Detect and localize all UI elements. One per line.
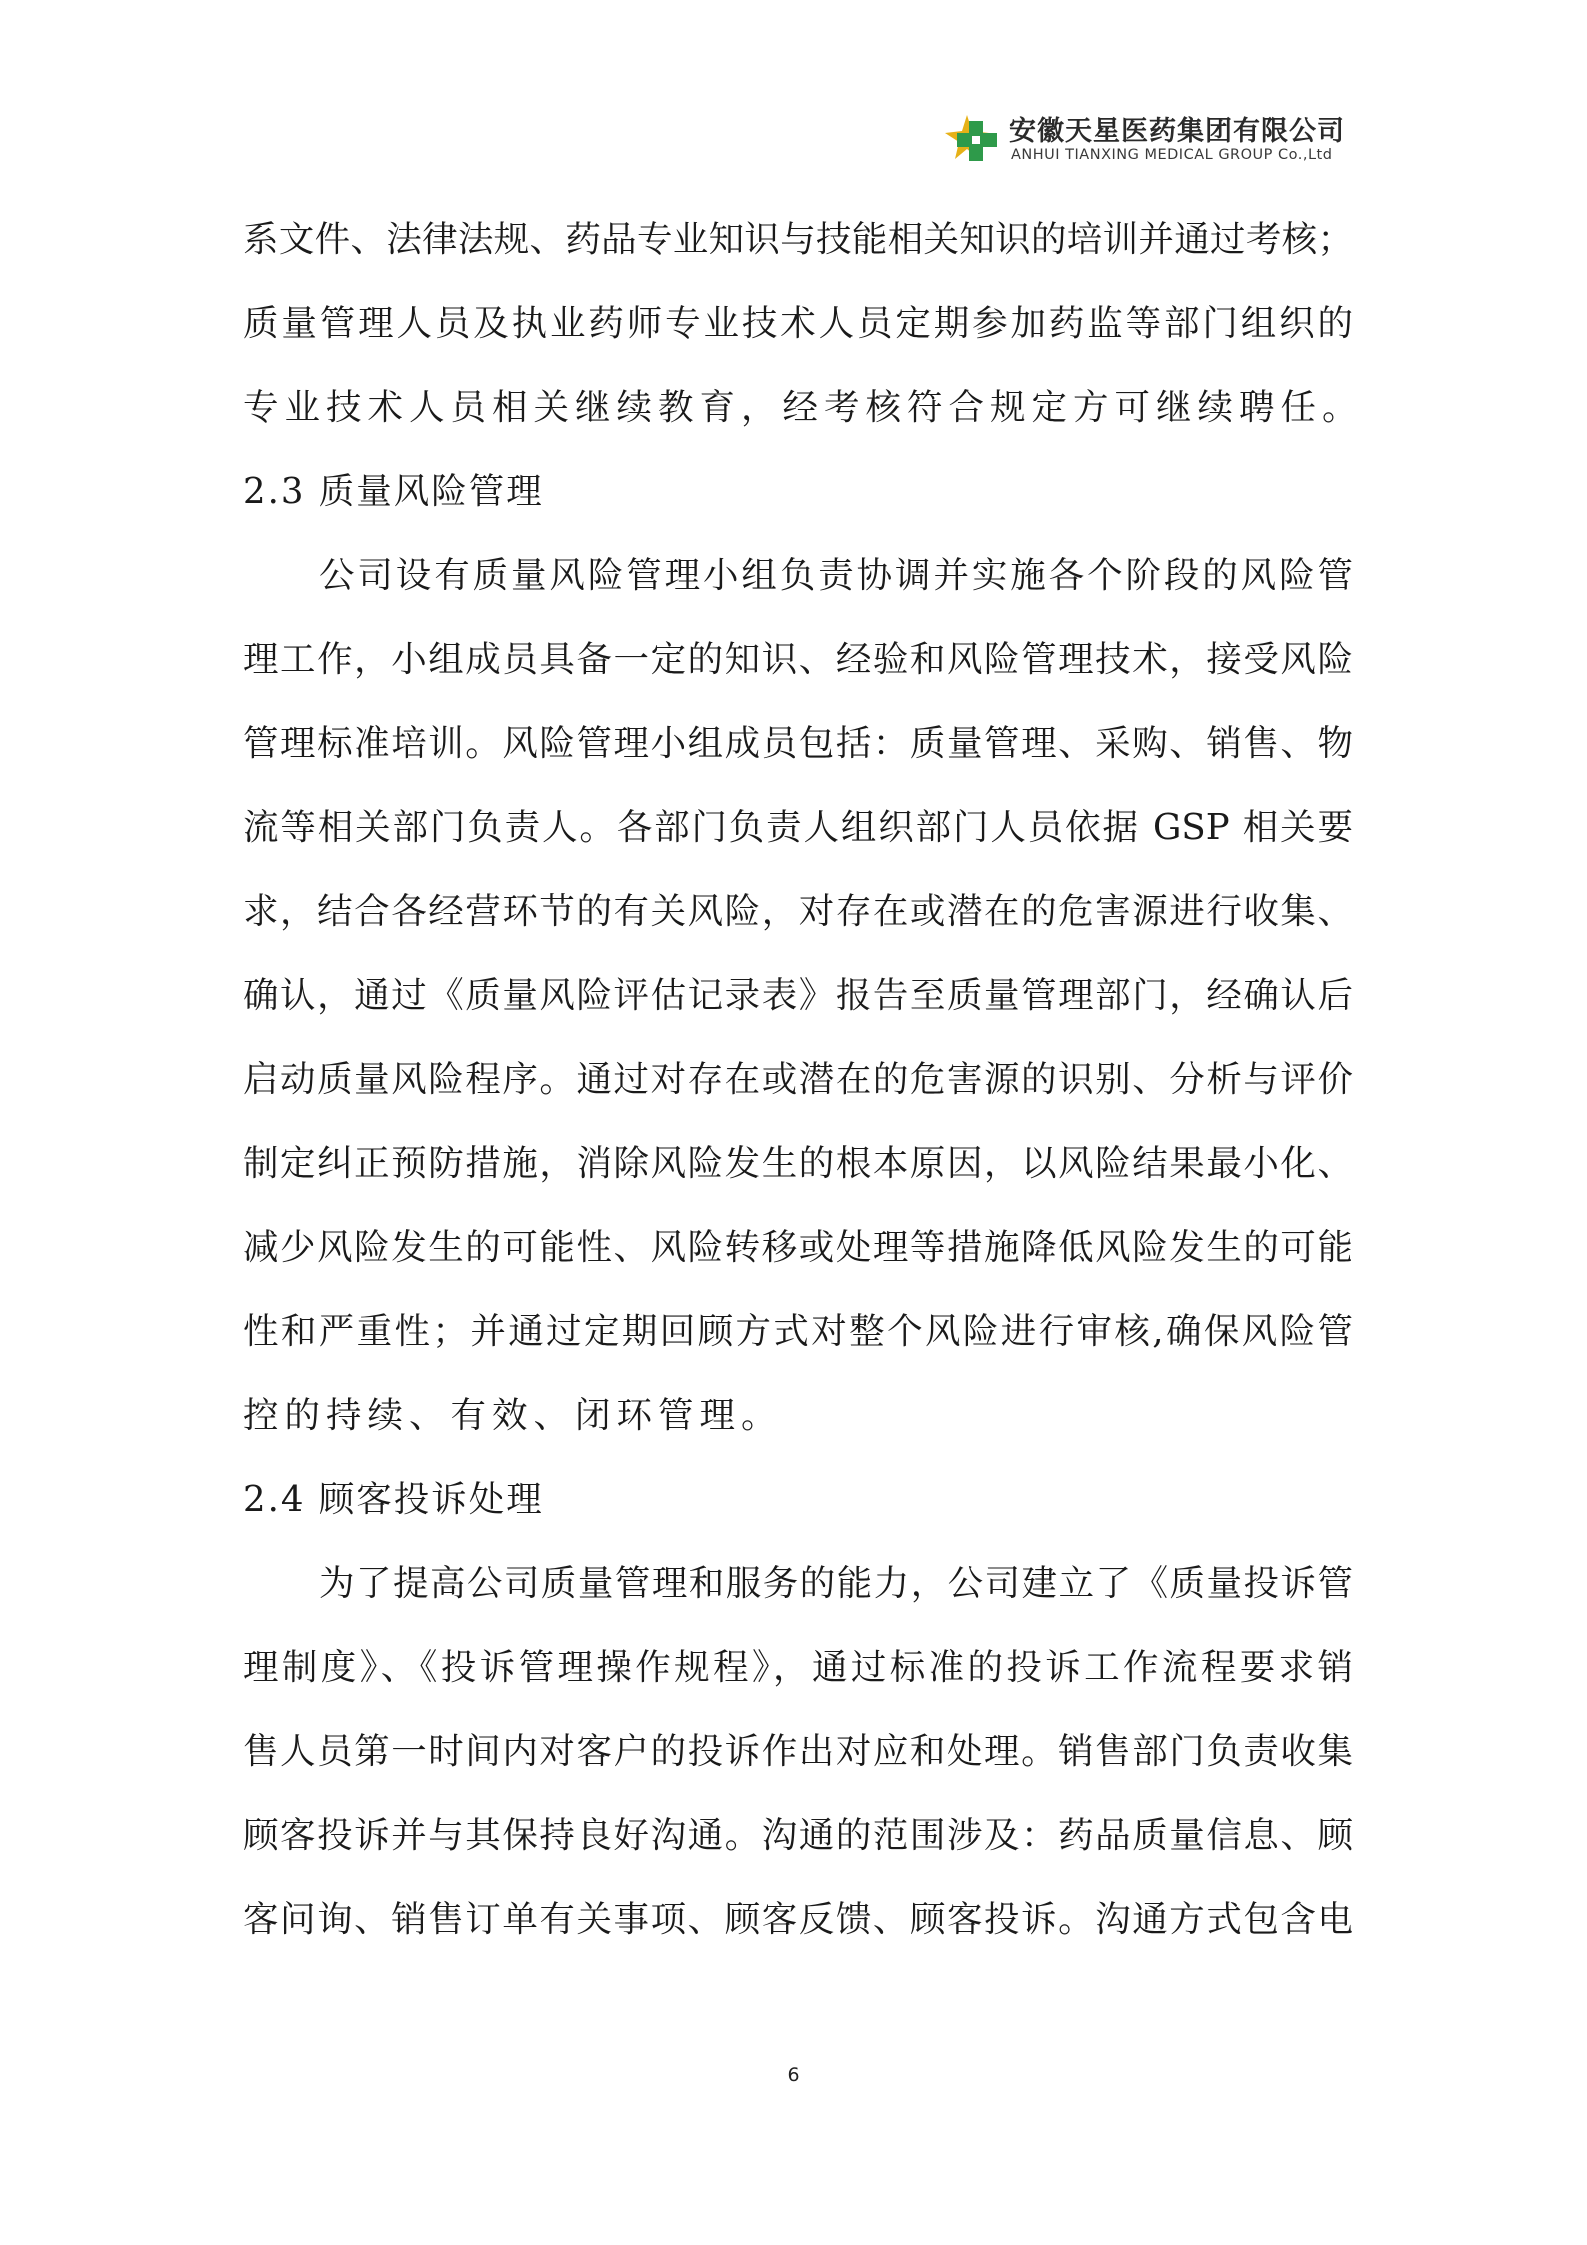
paragraph-line: 质量管理人员及执业药师专业技术人员定期参加药监等部门组织的 bbox=[243, 303, 1353, 344]
paragraph-line: 流等相关部门负责人。各部门负责人组织部门人员依据 GSP 相关要 bbox=[243, 807, 1353, 848]
company-logo bbox=[945, 105, 1365, 175]
cross-star-logo-icon bbox=[945, 111, 1003, 169]
paragraph-line: 管理标准培训。风险管理小组成员包括：质量管理、采购、销售、物 bbox=[243, 723, 1353, 764]
company-name-en: ANHUI TIANXING MEDICAL GROUP Co.,Ltd bbox=[1011, 147, 1333, 163]
document-body bbox=[243, 205, 1364, 1969]
paragraph-line: 顾客投诉并与其保持良好沟通。沟通的范围涉及：药品质量信息、顾 bbox=[243, 1815, 1353, 1856]
section-heading: 2.3 质量风险管理 bbox=[243, 471, 544, 512]
paragraph-line: 客问询、销售订单有关事项、顾客反馈、顾客投诉。沟通方式包含电 bbox=[243, 1899, 1353, 1940]
paragraph-line: 性和严重性；并通过定期回顾方式对整个风险进行审核,确保风险管 bbox=[243, 1311, 1353, 1352]
paragraph-line: 理制度》、《投诉管理操作规程》，通过标准的投诉工作流程要求销 bbox=[243, 1647, 1353, 1688]
paragraph-line: 系文件、法律法规、药品专业知识与技能相关知识的培训并通过考核； bbox=[243, 219, 1353, 260]
paragraph-line: 控的持续、有效、闭环管理。 bbox=[243, 1395, 783, 1436]
paragraph-line: 理工作，小组成员具备一定的知识、经验和风险管理技术，接受风险 bbox=[243, 639, 1353, 680]
paragraph-line: 制定纠正预防措施，消除风险发生的根本原因，以风险结果最小化、 bbox=[243, 1143, 1353, 1184]
company-name-cn: 安徽天星医药集团有限公司 bbox=[1009, 116, 1345, 147]
paragraph-line: 启动质量风险程序。通过对存在或潜在的危害源的识别、分析与评价 bbox=[243, 1059, 1353, 1100]
paragraph-line: 公司设有质量风险管理小组负责协调并实施各个阶段的风险管 bbox=[319, 555, 1353, 596]
paragraph-line: 确认，通过《质量风险评估记录表》报告至质量管理部门，经确认后 bbox=[243, 975, 1353, 1016]
paragraph-line: 专业技术人员相关继续教育，经考核符合规定方可继续聘任。 bbox=[243, 387, 1364, 428]
section-heading: 2.4 顾客投诉处理 bbox=[243, 1479, 544, 1520]
page-number: 6 bbox=[787, 2064, 800, 2086]
paragraph-line: 为了提高公司质量管理和服务的能力，公司建立了《质量投诉管 bbox=[319, 1563, 1353, 1604]
paragraph-line: 求，结合各经营环节的有关风险，对存在或潜在的危害源进行收集、 bbox=[243, 891, 1353, 932]
paragraph-line: 售人员第一时间内对客户的投诉作出对应和处理。销售部门负责收集 bbox=[243, 1731, 1353, 1772]
paragraph-line: 减少风险发生的可能性、风险转移或处理等措施降低风险发生的可能 bbox=[243, 1227, 1353, 1268]
